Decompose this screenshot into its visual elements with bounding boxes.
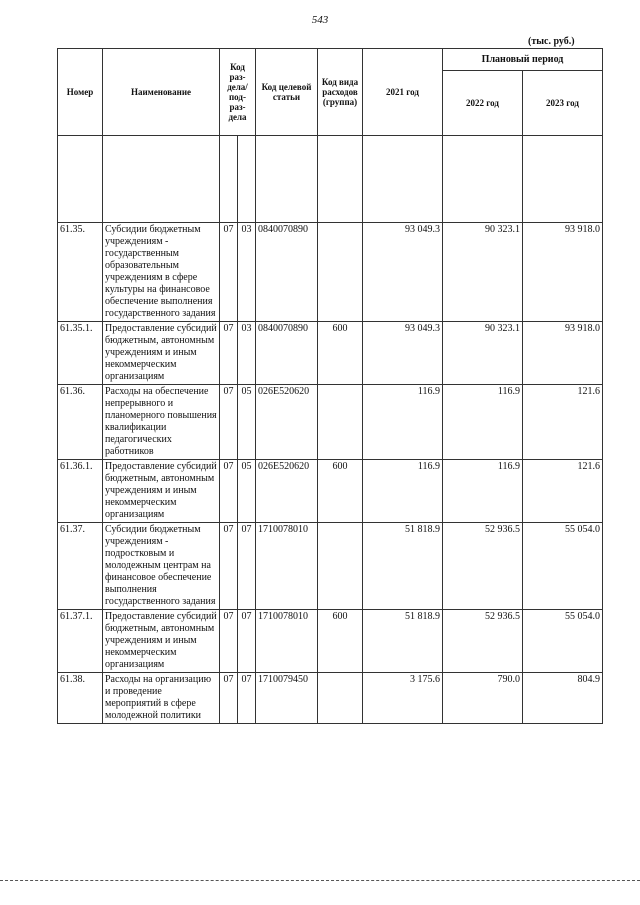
row-section: 07 [220, 610, 238, 673]
row-number: 61.37.1. [58, 610, 103, 673]
col-header-2021: 2021 год [363, 49, 443, 136]
row-name: Расходы на организацию и проведение мероприятий в сфере молодежной политики [103, 673, 220, 724]
row-number: 61.36. [58, 385, 103, 460]
table-body [58, 223, 603, 724]
row-value-2022: 116.9 [443, 460, 523, 523]
row-subsection: 07 [238, 610, 256, 673]
row-target-code: 1710078010 [256, 523, 318, 610]
row-name: Субсидии бюджетным учреждениям - государственным образовательным учреждениям в сфере культуры на финансовое обеспечение выполнения государственного задания [103, 223, 220, 322]
table-row [58, 223, 603, 322]
row-number: 61.36.1. [58, 460, 103, 523]
units-label: (тыс. руб.) [528, 36, 575, 47]
row-target-code: 026E520620 [256, 385, 318, 460]
page-number: 543 [311, 14, 329, 26]
row-value-2021: 116.9 [363, 385, 443, 460]
row-value-2023: 93 918.0 [523, 223, 603, 322]
row-value-2023: 121.6 [523, 385, 603, 460]
header-spacer [58, 136, 603, 223]
row-expense-type [318, 523, 363, 610]
row-value-2023: 93 918.0 [523, 322, 603, 385]
row-name: Расходы на обеспечение непрерывного и планомерного повышения квалификации педагогических работников [103, 385, 220, 460]
row-section: 07 [220, 460, 238, 523]
row-subsection: 07 [238, 673, 256, 724]
table-row [58, 523, 603, 610]
table-row [58, 460, 603, 523]
table-row [58, 610, 603, 673]
row-value-2022: 52 936.5 [443, 610, 523, 673]
col-header-target-code: Код целевой статьи [256, 49, 318, 136]
table-row [58, 322, 603, 385]
col-header-name: Наименование [103, 49, 220, 136]
row-value-2023: 55 054.0 [523, 610, 603, 673]
row-subsection: 07 [238, 523, 256, 610]
row-name: Предоставление субсидий бюджетным, автономным учреждениям и иным некоммерческим организациям [103, 460, 220, 523]
row-expense-type [318, 223, 363, 322]
row-value-2023: 804.9 [523, 673, 603, 724]
row-expense-type [318, 673, 363, 724]
row-expense-type: 600 [318, 322, 363, 385]
row-value-2022: 790.0 [443, 673, 523, 724]
row-value-2023: 121.6 [523, 460, 603, 523]
row-section: 07 [220, 523, 238, 610]
row-value-2022: 90 323.1 [443, 223, 523, 322]
row-subsection: 05 [238, 460, 256, 523]
row-expense-type: 600 [318, 460, 363, 523]
row-target-code: 0840070890 [256, 223, 318, 322]
row-target-code: 1710079450 [256, 673, 318, 724]
row-value-2022: 116.9 [443, 385, 523, 460]
col-header-expense-type: Код вида расходов (группа) [318, 49, 363, 136]
row-value-2021: 51 818.9 [363, 523, 443, 610]
page-bottom-rule [0, 880, 640, 881]
row-value-2022: 52 936.5 [443, 523, 523, 610]
table-header [58, 49, 603, 223]
row-number: 61.35. [58, 223, 103, 322]
row-name: Предоставление субсидий бюджетным, автономным учреждениям и иным некоммерческим организациям [103, 322, 220, 385]
col-header-plan-period: Плановый период [443, 49, 603, 71]
row-section: 07 [220, 385, 238, 460]
row-name: Предоставление субсидий бюджетным, автономным учреждениям и иным некоммерческим организациям [103, 610, 220, 673]
row-value-2021: 51 818.9 [363, 610, 443, 673]
row-number: 61.37. [58, 523, 103, 610]
col-header-2023: 2023 год [523, 71, 603, 136]
row-target-code: 1710078010 [256, 610, 318, 673]
row-section: 07 [220, 223, 238, 322]
row-value-2021: 3 175.6 [363, 673, 443, 724]
row-section: 07 [220, 322, 238, 385]
row-expense-type: 600 [318, 610, 363, 673]
table-row [58, 673, 603, 724]
row-subsection: 03 [238, 322, 256, 385]
row-subsection: 03 [238, 223, 256, 322]
row-section: 07 [220, 673, 238, 724]
table-row [58, 385, 603, 460]
row-value-2022: 90 323.1 [443, 322, 523, 385]
budget-table [57, 48, 603, 724]
col-header-2022: 2022 год [443, 71, 523, 136]
col-header-section-code: Код раз-дела/ под-раз-дела [220, 49, 256, 136]
row-target-code: 026E520620 [256, 460, 318, 523]
col-header-number: Номер [58, 49, 103, 136]
row-value-2021: 93 049.3 [363, 322, 443, 385]
row-target-code: 0840070890 [256, 322, 318, 385]
row-value-2023: 55 054.0 [523, 523, 603, 610]
row-name: Субсидии бюджетным учреждениям - подростковым и молодежным центрам на финансовое обеспечение выполнения государственного задания [103, 523, 220, 610]
row-expense-type [318, 385, 363, 460]
row-value-2021: 116.9 [363, 460, 443, 523]
row-value-2021: 93 049.3 [363, 223, 443, 322]
row-number: 61.38. [58, 673, 103, 724]
row-number: 61.35.1. [58, 322, 103, 385]
row-subsection: 05 [238, 385, 256, 460]
